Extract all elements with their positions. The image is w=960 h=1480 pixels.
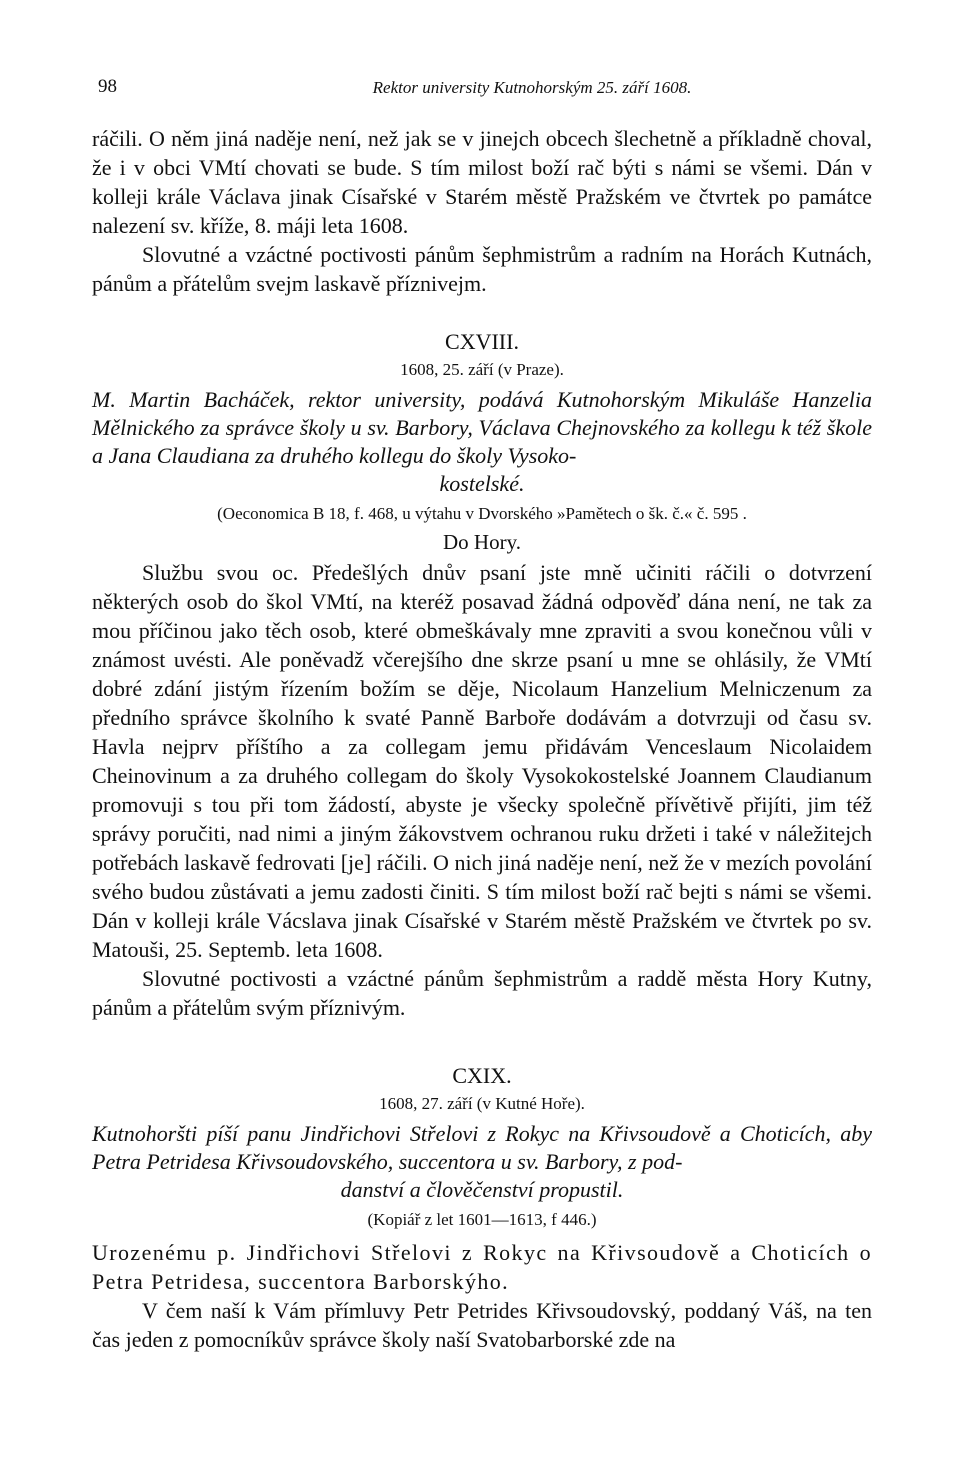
running-head: Rektor university Kutnohorským 25. září 1608. bbox=[372, 78, 692, 97]
document-page bbox=[92, 72, 872, 1354]
letter-body: V čem naší k Vám přímluvy Petr Petrides Křivsoudovský, poddaný Váš, na ten čas jeden z pomocníkův správce školy naší Svatobarborské zde na bbox=[92, 1298, 872, 1352]
continuation-address: Slovutné a vzáctné poctivosti pánům šephmistrům a radním na Horách Kutnách, pánům a přátelům svejm laskavě příznivejm. bbox=[92, 242, 872, 296]
document-source: (Oeconomica B 18, f. 468, u výtahu v Dvorského »Pamětech o šk. č.« č. 595 . bbox=[217, 504, 747, 523]
document-regest: Kutnohoršti píší panu Jindřichovi Střelovi z Rokyc na Křivsoudově a Choticích, aby Petra Petridesa Křivsoudovského, succentora u sv. Barbory, z pod- bbox=[92, 1121, 872, 1174]
page-header bbox=[92, 72, 872, 104]
letter-body: Službu svou oc. Předešlých dnův psaní jste mně učiniti ráčili o dotvrzení některých osob do škol VMtí, na kteréž posavad žádná odpověď dána není, ne tak za mou příčinou jako těch osob, které obmeškávaly mne zpraviti a svou konečnou vůli v známost uvésti. Ale poněvadž včerejšího dne skrze psaní u mne se ohlásily, že VMtí dobré zdání jistým řízením božím se děje, Nicolaum Hanzelium Melniczenum za předního správce školního k svaté Panně Barboře dodávám a dotvrzuji od času sv. Havla nejprv příštího a za collegam jemu přidávám Venceslaum Nicolaidem Cheinovinum a za druhého collegam do školy Vysokokostelské Joannem Claudianum promovuji s tou při tom žádostí, abyste je všecky společně přívětivě přijíti, jim též správy poručiti, nad nimi a jiným žákovstvem ochranou ruku držeti i také v náležitejch potřebách laskavě fedrovati [je] ráčili. O nich jiná naděje není, než že v mezích povolání svého budou zůstávati a jemu zadosti činiti. S tím milost boží rač bejti s námi se všemi. Dán v kolleji krále Vácslava jinak Císařské v Starém městě Pražském ve čtvrtek po sv. Matouši, 25. Septemb. leta 1608. bbox=[92, 560, 872, 962]
document-date: 1608, 27. září (v Kutné Hoře). bbox=[379, 1094, 585, 1113]
document-regest: M. Martin Bacháček, rektor university, podává Kutnohorským Mikuláše Hanzelia Mělnického za správce školy u sv. Barbory, Václava Chejnovského za kollegu k též škole a Jana Claudiana za druhého kollegu do školy Vysoko- bbox=[92, 387, 872, 468]
page-number: 98 bbox=[98, 76, 117, 97]
document-number: CXVIII. bbox=[445, 329, 519, 354]
letter-salutation: Urozenému p. Jindřichovi Střelovi z Rokyc na Křivsoudově a Choticích o Petra Petridesa, succentora Barborskýho. bbox=[92, 1240, 872, 1294]
document-addressee: Do Hory. bbox=[443, 530, 521, 554]
document-date: 1608, 25. září (v Praze). bbox=[400, 360, 564, 379]
document-cxviii bbox=[92, 328, 872, 1022]
document-source: (Kopiář z let 1601—1613, f 446.) bbox=[367, 1210, 597, 1229]
document-number: CXIX. bbox=[452, 1063, 512, 1088]
document-regest-end: kostelské. bbox=[439, 471, 525, 496]
continuation-paragraph: ráčili. O něm jiná naděje není, než jak se v jinejch obcech šlechetně a příkladně choval, že i v obci VMtí chovati se bude. S tím milost boží rač býti s námi se všemi. Dán v kolleji krále Václava jinak Císařské v Starém městě Pražském ve čtvrtek po památce nalezení sv. kříže, 8. máji leta 1608. bbox=[92, 126, 872, 238]
document-regest-end: danství a člověčenství propustil. bbox=[340, 1177, 624, 1202]
letter-address: Slovutné poctivosti a vzáctné pánům šephmistrům a raddě města Hory Kutny, pánům a přátelům svým příznivým. bbox=[92, 966, 872, 1020]
document-cxix bbox=[92, 1062, 872, 1354]
